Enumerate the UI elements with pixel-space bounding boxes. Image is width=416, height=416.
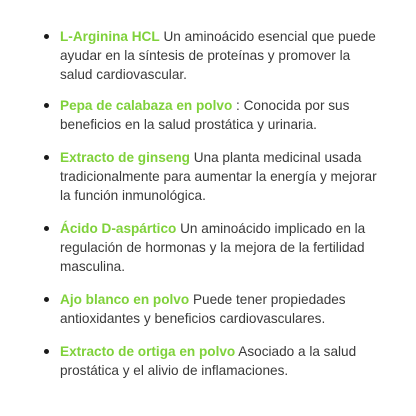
- ingredient-item-ortiga: [44, 342, 386, 380]
- ingredient-description: Asociado a la salud prostática y el alivio de inflamaciones.: [60, 344, 357, 378]
- bullet-icon: [44, 103, 49, 108]
- ingredient-item-aspartico: [44, 219, 386, 276]
- ingredient-description: Puede tener propiedades antioxidantes y beneficios cardiovasculares.: [60, 292, 346, 326]
- ingredient-description: Un aminoácido esencial que puede ayudar en la síntesis de proteínas y promover la salud cardiovascular.: [60, 29, 376, 82]
- ingredient-name: L-Arginina HCL: [60, 29, 160, 44]
- ingredient-description: Conocida por sus beneficios en la salud prostática y urinaria.: [60, 98, 350, 132]
- ingredient-name: Pepa de calabaza en polvo: [60, 98, 233, 113]
- ingredient-item-arginina: [44, 27, 386, 84]
- bullet-icon: [44, 155, 49, 160]
- ingredient-name: Ácido D-aspártico: [60, 221, 177, 236]
- bullet-icon: [44, 297, 49, 302]
- ingredient-separator: :: [232, 98, 244, 113]
- ingredient-item-calabaza: [44, 96, 386, 134]
- ingredient-name: Extracto de ortiga en polvo: [60, 344, 236, 359]
- bullet-icon: [44, 34, 49, 39]
- bullet-icon: [44, 226, 49, 231]
- ingredients-list: [44, 27, 386, 380]
- ingredient-description: Un aminoácido implicado en la regulación de hormonas y la mejora de la fertilidad masculina.: [60, 221, 366, 274]
- ingredient-name: Ajo blanco en polvo: [60, 292, 190, 307]
- ingredient-description: Una planta medicinal usada tradicionalmente para aumentar la energía y mejorar la función inmunológica.: [60, 150, 377, 203]
- bullet-icon: [44, 349, 49, 354]
- ingredient-item-ajo: [44, 290, 386, 328]
- ingredient-name: Extracto de ginseng: [60, 150, 190, 165]
- ingredient-item-ginseng: [44, 148, 386, 205]
